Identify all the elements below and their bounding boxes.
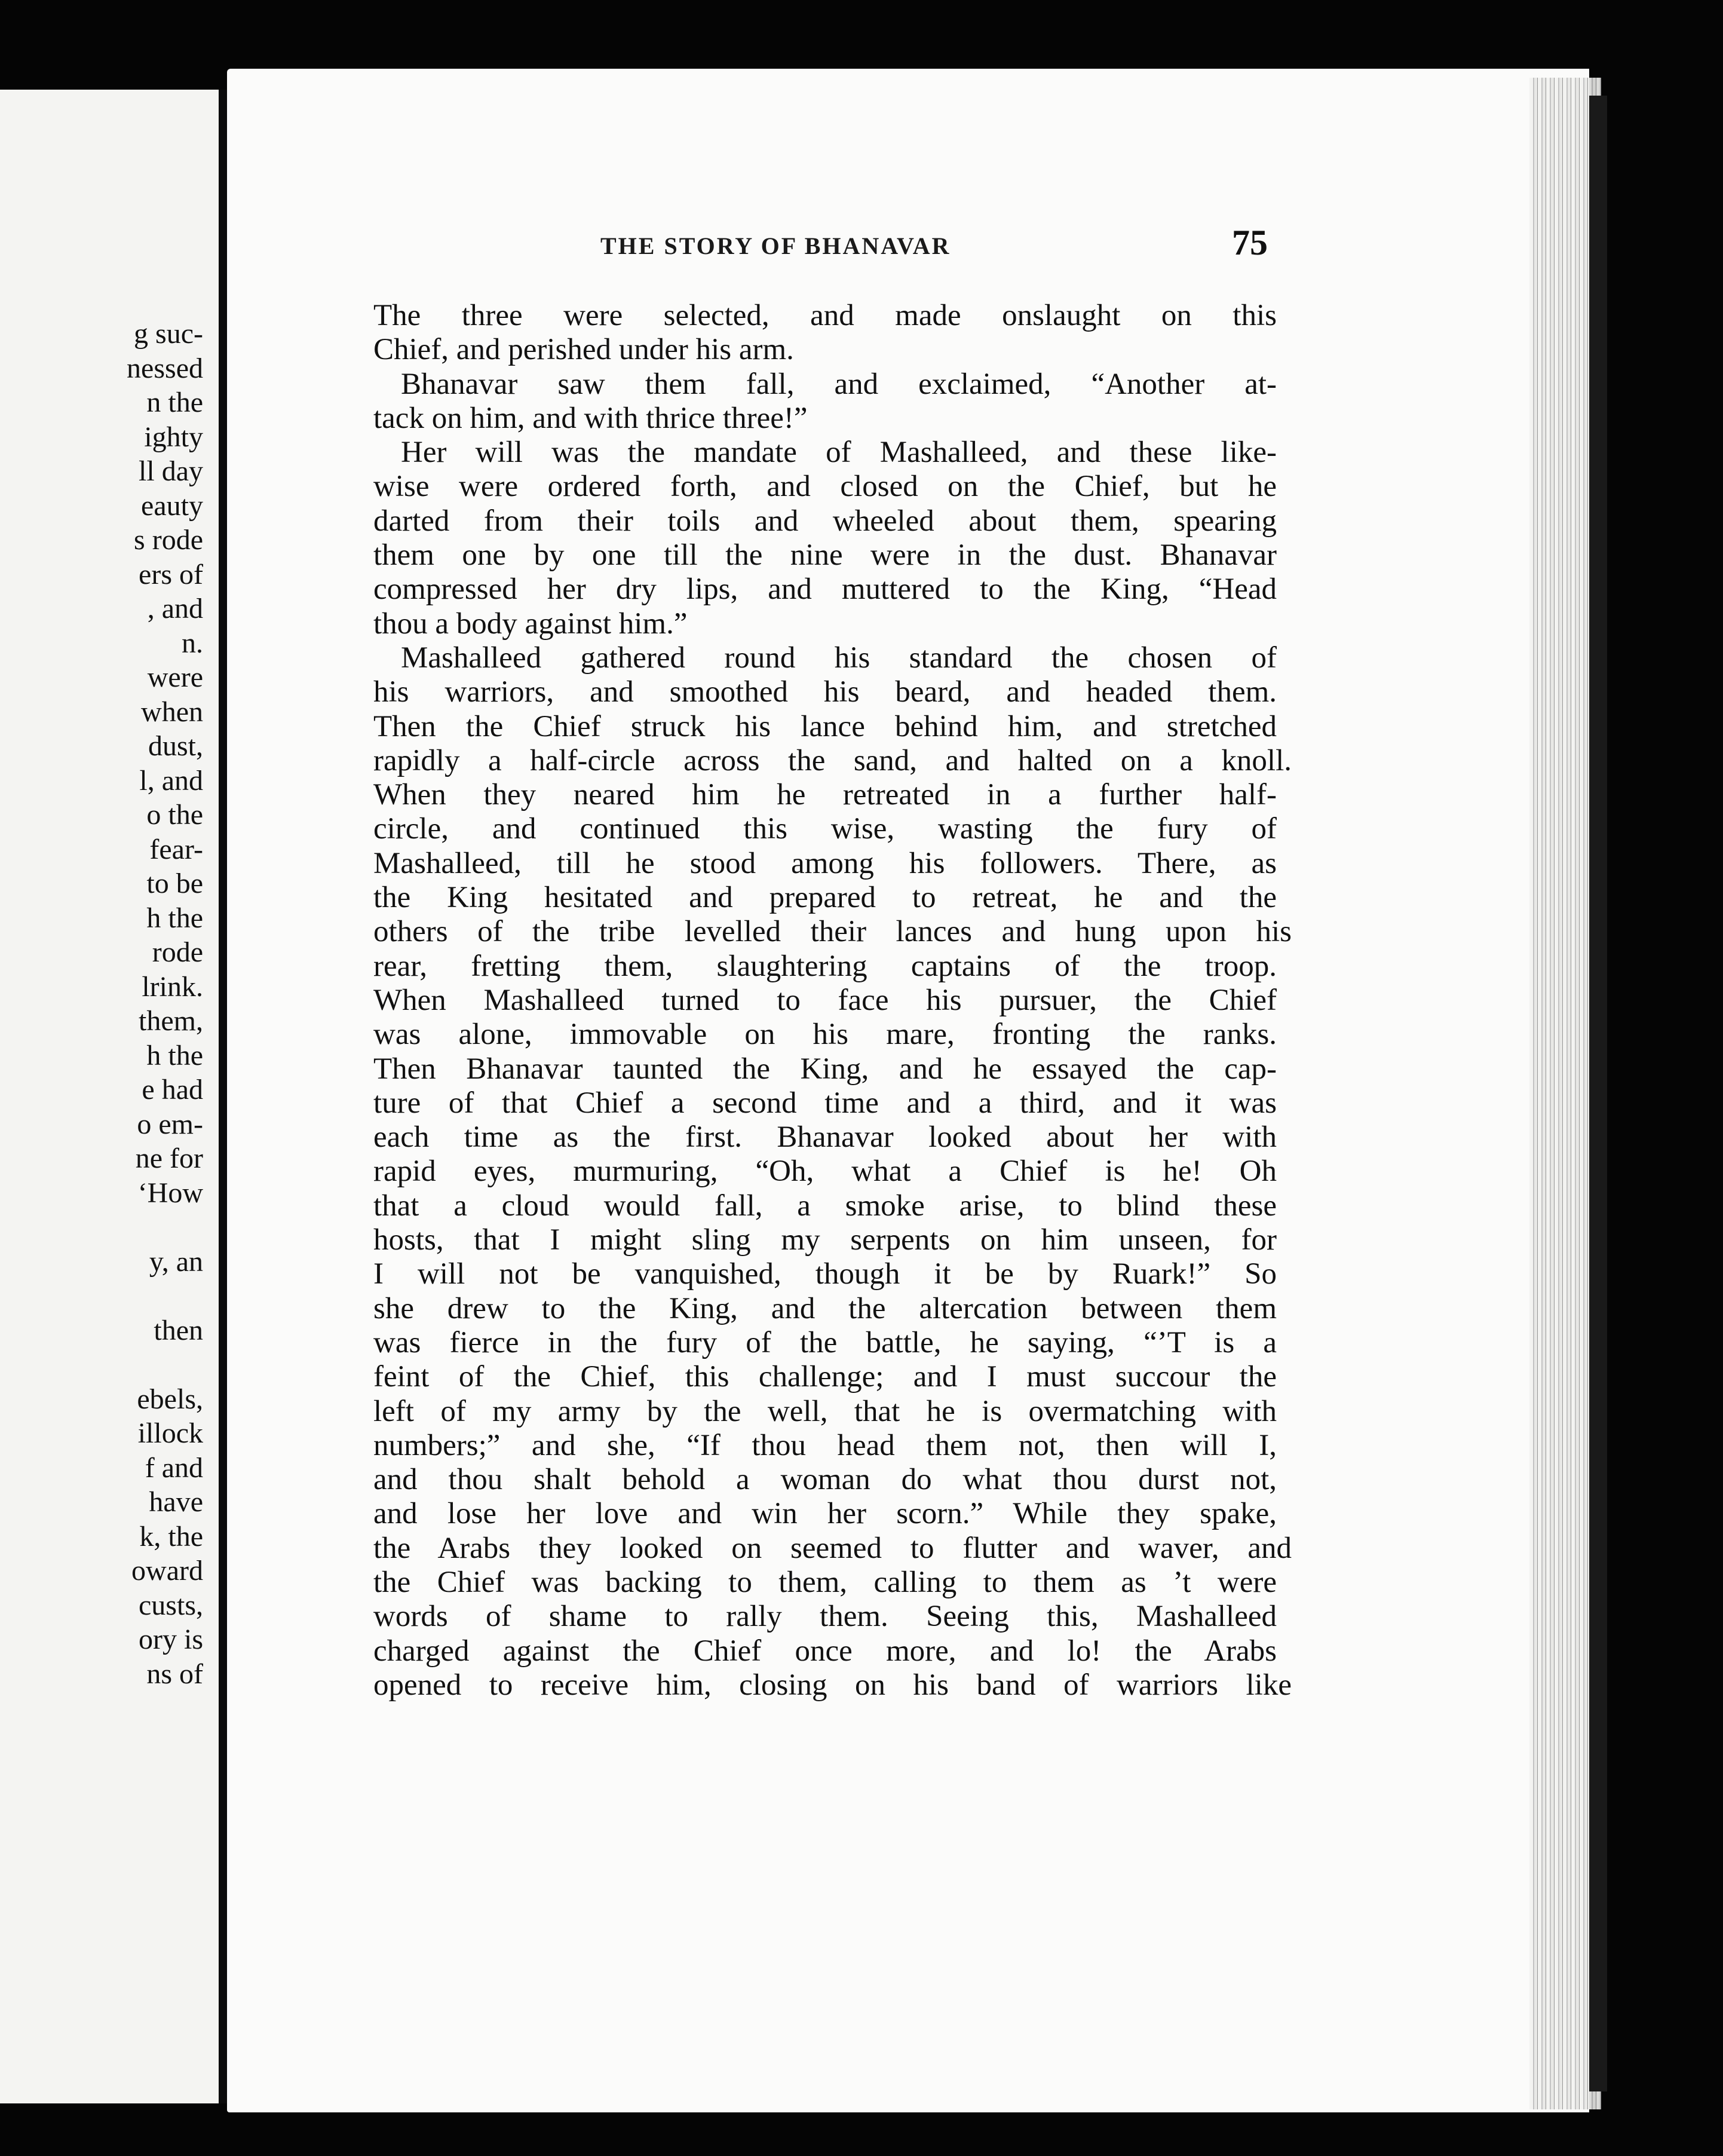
text-line: Mashalleed gathered round his standard the chosen of: [401, 641, 1277, 675]
left-page-line-fragment: custs,: [139, 1590, 203, 1621]
text-line: them one by one till the nine were in the dust. Bhanavar: [373, 538, 1277, 572]
left-page-line-fragment: n.: [182, 627, 203, 659]
text-line: the Chief was backing to them, calling to them as ’t were: [373, 1565, 1277, 1599]
left-page-line-fragment: y, an: [149, 1246, 203, 1278]
left-page-line-fragment: n the: [146, 387, 203, 418]
text-line: numbers;” and she, “If thou head them not, then will I,: [373, 1428, 1277, 1462]
left-page-line-fragment: ers of: [139, 559, 203, 590]
text-line: opened to receive him, closing on his band of warriors like: [373, 1668, 1292, 1702]
left-page-line-fragment: ighty: [144, 421, 203, 453]
text-line: rear, fretting them, slaughtering captains of the troop.: [373, 949, 1277, 983]
text-line: and thou shalt behold a woman do what thou durst not,: [373, 1463, 1277, 1497]
text-line: feint of the Chief, this challenge; and I must succour the: [373, 1360, 1277, 1394]
text-line: that a cloud would fall, a smoke arise, to blind these: [373, 1189, 1277, 1223]
text-line: and lose her love and win her scorn.” While they spake,: [373, 1497, 1277, 1531]
text-line: When Mashalleed turned to face his pursuer, the Chief: [373, 983, 1277, 1017]
left-page-line-fragment: f and: [145, 1452, 203, 1484]
text-line: compressed her dry lips, and muttered to the King, “Head: [373, 572, 1277, 607]
left-page-line-fragment: dust,: [148, 730, 203, 762]
text-line: Her will was the mandate of Mashalleed, and these like-: [401, 436, 1277, 470]
body-text: [373, 299, 1292, 1702]
left-page-line-fragment: to be: [146, 868, 203, 899]
text-line: others of the tribe levelled their lances and hung upon his: [373, 915, 1292, 949]
book-cover-edge: [1589, 96, 1607, 2091]
left-page: [0, 90, 220, 2103]
left-page-line-fragment: g suc-: [134, 318, 203, 350]
left-page-line-fragment: fear-: [149, 834, 203, 865]
text-line: was fierce in the fury of the battle, he saying, “’T is a: [373, 1325, 1277, 1359]
left-page-line-fragment: ebels,: [137, 1383, 203, 1415]
left-page-line-fragment: them,: [139, 1005, 203, 1037]
left-page-line-fragment: o the: [146, 799, 203, 831]
left-page-line-fragment: nessed: [127, 353, 203, 384]
running-head: THE STORY OF BHANAVAR: [600, 232, 951, 259]
text-line: ture of that Chief a second time and a third, and it was: [373, 1086, 1277, 1120]
text-line: Then Bhanavar taunted the King, and he essayed the cap-: [373, 1052, 1277, 1086]
text-line: the Arabs they looked on seemed to flutter and waver, and: [373, 1531, 1292, 1565]
text-line: circle, and continued this wise, wasting the fury of: [373, 812, 1277, 846]
left-page-line-fragment: , and: [147, 593, 203, 624]
text-line: thou a body against him.”: [373, 607, 688, 641]
text-line: rapid eyes, murmuring, “Oh, what a Chief is he! Oh: [373, 1154, 1277, 1189]
text-line: Mashalleed, till he stood among his followers. There, as: [373, 846, 1277, 880]
text-line: each time as the first. Bhanavar looked about her with: [373, 1120, 1277, 1154]
text-line: was alone, immovable on his mare, fronting the ranks.: [373, 1018, 1277, 1052]
text-line: tack on him, and with thrice three!”: [373, 401, 808, 435]
text-line: words of shame to rally them. Seeing this, Mashalleed: [373, 1600, 1277, 1634]
text-line: left of my army by the well, that he is overmatching with: [373, 1394, 1277, 1428]
left-page-line-fragment: h the: [146, 1040, 203, 1071]
text-line: Bhanavar saw them fall, and exclaimed, “Another at-: [401, 367, 1277, 401]
left-page-line-fragment: k, the: [139, 1521, 203, 1552]
text-line: When they neared him he retreated in a further half-: [373, 778, 1277, 812]
left-page-line-fragment: were: [147, 662, 203, 693]
left-page-line-fragment: o em-: [137, 1108, 203, 1140]
text-line: she drew to the King, and the altercation between them: [373, 1291, 1277, 1325]
text-line: wise were ordered forth, and closed on the Chief, but he: [373, 470, 1277, 504]
left-page-line-fragment: ory is: [139, 1624, 203, 1655]
text-line: his warriors, and smoothed his beard, and headed them.: [373, 675, 1277, 709]
left-page-line-fragment: illock: [137, 1417, 203, 1449]
text-line: darted from their toils and wheeled about them, spearing: [373, 504, 1277, 538]
left-page-line-fragment: ‘How: [137, 1177, 203, 1209]
text-line: I will not be vanquished, though it be by Ruark!” So: [373, 1257, 1277, 1291]
text-line: charged against the Chief once more, and lo! the Arabs: [373, 1634, 1277, 1668]
left-page-line-fragment: h the: [146, 902, 203, 934]
left-page-line-fragment: oward: [131, 1555, 203, 1587]
text-line: hosts, that I might sling my serpents on him unseen, for: [373, 1223, 1277, 1257]
left-page-line-fragment: lrink.: [142, 971, 203, 1003]
text-line: The three were selected, and made onslaught on this: [373, 299, 1277, 332]
left-page-line-fragment: rode: [152, 936, 203, 968]
text-line: the King hesitated and prepared to retreat, he and the: [373, 881, 1277, 915]
left-page-line-fragment: when: [141, 696, 203, 728]
left-page-line-fragment: ll day: [139, 455, 203, 487]
page-number: 75: [1232, 223, 1268, 262]
text-line: rapidly a half-circle across the sand, and halted on a knoll.: [373, 743, 1292, 777]
left-page-line-fragment: l, and: [139, 765, 203, 797]
left-page-line-fragment: s rode: [134, 524, 203, 556]
text-line: Chief, and perished under his arm.: [373, 333, 794, 367]
left-page-line-fragment: then: [154, 1315, 203, 1346]
left-page-line-fragment: e had: [142, 1074, 203, 1105]
left-page-line-fragment: eauty: [141, 490, 203, 522]
left-page-line-fragment: ne for: [135, 1143, 203, 1174]
left-page-line-fragment: have: [149, 1486, 203, 1518]
left-page-line-fragment: ns of: [146, 1658, 203, 1690]
text-line: Then the Chief struck his lance behind him, and stretched: [373, 709, 1277, 743]
